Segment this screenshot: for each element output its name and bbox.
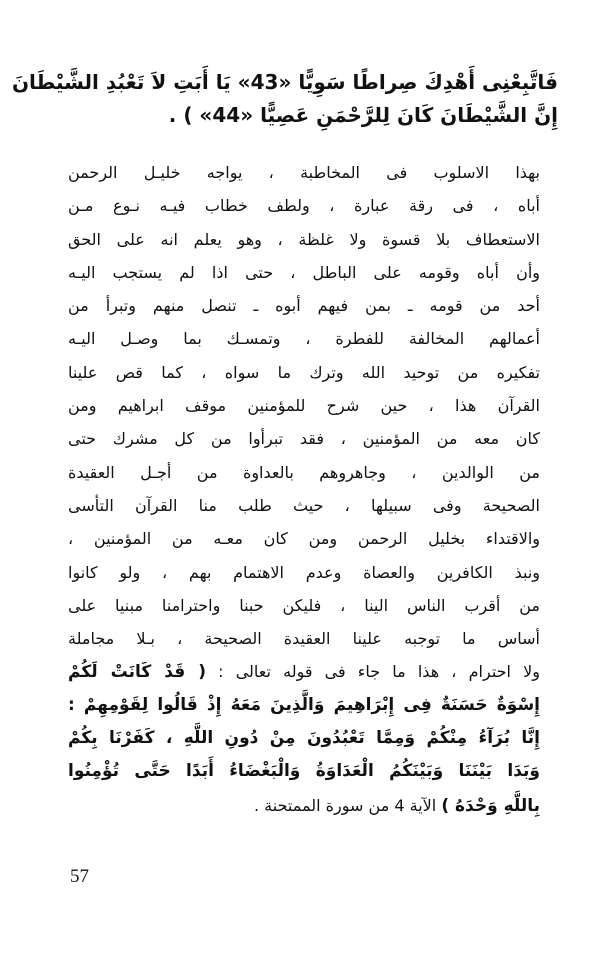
quran-verse-header [11, 66, 558, 133]
text-line: تفكيره من توحيد الله وترك ما سواه ، كما قص علينا [68, 362, 540, 382]
quran-verse-line: فَاتَّبِعْنِى أَهْدِكَ صِراطًا سَوِيًّا «43» يَا أَبَتِ لاَ تَعْبُدِ الشَّيْطَانَ [11, 70, 558, 94]
text-line-with-verse-start [68, 655, 540, 688]
text-line: ونبذ الكافرين والعصاة وعدم الاهتمام بهم ، ولو كانوا [68, 562, 540, 582]
body-paragraph [68, 156, 540, 822]
quran-quote-line: إِنَّا بُرَآءُ مِنْكُمْ وَمِمَّا تَعْبُدُونَ مِنْ دُونِ اللَّهِ ، كَفَرْنَا بِكُمْ [68, 728, 540, 749]
text-line: أباه ، فى رقة عبارة ، ولطف خطاب فيـه نـوع مـن [68, 196, 540, 216]
quran-verse-line: إِنَّ الشَّيْطَانَ كَانَ لِلرَّحْمَنِ عَصِيًّا «44» ) . [168, 103, 558, 128]
quran-quote-line: إِسْوَةٌ حَسَنَةٌ فِى إِبْرَاهِيمَ وَالَّذِينَ مَعَهُ إِذْ قَالُوا لِقَوْمِهِمْ : [68, 694, 540, 715]
text-line: والاقتداء بخليل الرحمن ومن كان معـه من المؤمنين ، [68, 529, 540, 549]
text-line: من الوالدين ، وجاهروهم بالعداوة من أجـل العقيدة [68, 462, 540, 482]
text-line: أساس ما توجبه علينا العقيدة الصحيحة ، بـلا مجاملة [68, 629, 540, 649]
text-line: كان معه من المؤمنين ، فقد تبرأوا من كل مشرك حتى [68, 429, 540, 449]
quran-quote-segment: بِاللَّهِ وَحْدَهُ ) [441, 795, 540, 816]
quran-quote-segment: ( قَدْ كَانَتْ لَكُمْ [68, 662, 206, 683]
text-line: بهذا الاسلوب فى المخاطبة ، يواجه خليـل الرحمن [68, 163, 540, 182]
text-line: أحد من قومه ـ بمن فيهم أبوه ـ تنصل منهم وتبرأ من [68, 296, 540, 316]
text-line: أعمالهم المخالفة للفطرة ، وتمسـك بما وصـل اليـه [68, 329, 540, 349]
verse-citation: الآية 4 من سورة الممتحنة . [254, 795, 442, 815]
text-line: الاستعطاف بلا قسوة ولا غلظة ، وهو يعلم انه على الحق [68, 229, 540, 249]
text-line: الصحيحة وفى سبيلها ، حيث طلب منا القرآن التأسى [68, 495, 540, 515]
quran-quote-line: وَبَدَا بَيْنَنَا وَبَيْنَكُمُ الْعَدَاوَةُ وَالْبَغْضَاءُ أَبَدًا حَتَّى تُؤْمِنُوا [68, 761, 540, 782]
text-line: القرآن هذا ، حين شرح للمؤمنين موقف ابراهيم ومن [68, 396, 540, 416]
page-number: 57 [70, 866, 89, 887]
text-line-with-verse-end [68, 789, 540, 822]
text-segment: ولا احترام ، هذا ما جاء فى قوله تعالى : [205, 662, 540, 682]
text-line: من أقرب الناس الينا ، فليكن حبنا واحترامنا مبنيا على [68, 595, 540, 615]
text-line: وأن أباه وقومه على الباطل ، حتى اذا لم يستجب اليـه [68, 262, 540, 282]
